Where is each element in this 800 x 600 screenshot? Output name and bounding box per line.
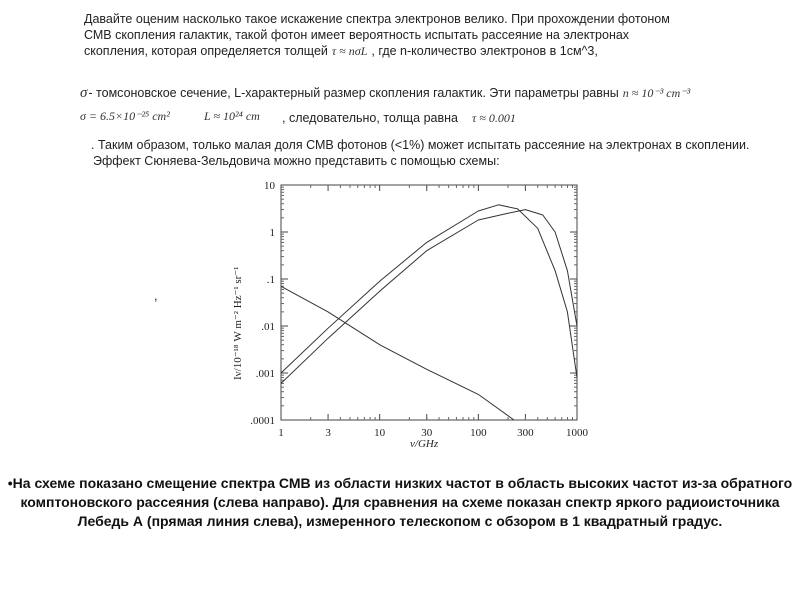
y-tick-label: .01	[261, 321, 275, 333]
y-axis-label: Iν/10⁻¹⁸ W m⁻² Hz⁻¹ sr⁻¹	[232, 266, 244, 380]
x-tick-label: 100	[470, 427, 487, 439]
paragraph-4-line-2: Эффект Сюняева-Зельдовича можно представить с помощью схемы:	[93, 154, 500, 168]
plot-frame	[281, 185, 577, 420]
x-tick-label: 300	[517, 427, 534, 439]
series-line-cmb	[281, 205, 577, 378]
paragraph-1-line-3: скопления, которая определяется толщей	[84, 44, 328, 58]
formula-sigma: σ = 6.5×10⁻²⁵ cm²	[80, 109, 170, 123]
paragraph-1-line-1: Давайте оценим насколько такое искажение спектра электронов велико. При прохождении фотоном	[84, 12, 670, 26]
paragraph-2: - томсоновское сечение, L-характерный размер скопления галактик. Эти параметры равны	[88, 86, 619, 100]
paragraph-1-line-2: СМВ скопления галактик, такой фотон имеет вероятность испытать рассеяние на электронах	[84, 28, 630, 42]
paragraph-1-line-3b: , где n-количество электронов в 1см^3,	[371, 44, 598, 58]
sigma-symbol: σ	[80, 85, 88, 101]
y-tick-label: 1	[269, 227, 275, 239]
x-tick-label: 10	[374, 427, 386, 439]
x-tick-label: 1000	[566, 427, 588, 439]
y-tick-label: .001	[255, 368, 275, 380]
x-tick-label: 30	[421, 427, 433, 439]
x-tick-label: 1	[278, 427, 284, 439]
formula-n: n ≈ 10⁻³ cm⁻³	[622, 86, 691, 100]
x-axis-label: ν/GHz	[410, 438, 439, 450]
stray-comma: ,	[154, 289, 158, 303]
y-tick-label: 10	[264, 180, 275, 192]
formula-tau-value: τ ≈ 0.001	[472, 111, 516, 125]
bottom-explanation: •На схеме показано смещение спектра СМВ из области низких частот в область высоких частот из-за обратного комптоновского рассеяния (слева направо). Для сравнения на схеме показан спектр яркого радиоисточника Лебедь А (прямая линия слева), измеренного телескопом с обзором в 1 квадратный градус.	[7, 475, 793, 529]
formula-tau: τ ≈ nσL	[331, 44, 368, 58]
series-line-cygnus-a	[281, 286, 514, 420]
formula-L: L ≈ 10²⁴ cm	[204, 109, 260, 123]
x-tick-label: 3	[325, 427, 331, 439]
paragraph-3: , следовательно, толща равна	[282, 111, 458, 125]
y-tick-label: .1	[266, 274, 275, 286]
paragraph-4-line-1: . Таким образом, только малая доля СМВ фотонов (<1%) может испытать рассеяние на электронах в скоплении.	[91, 138, 750, 152]
y-tick-label: .0001	[250, 415, 275, 427]
series-line-cmb-scattered	[281, 210, 577, 384]
